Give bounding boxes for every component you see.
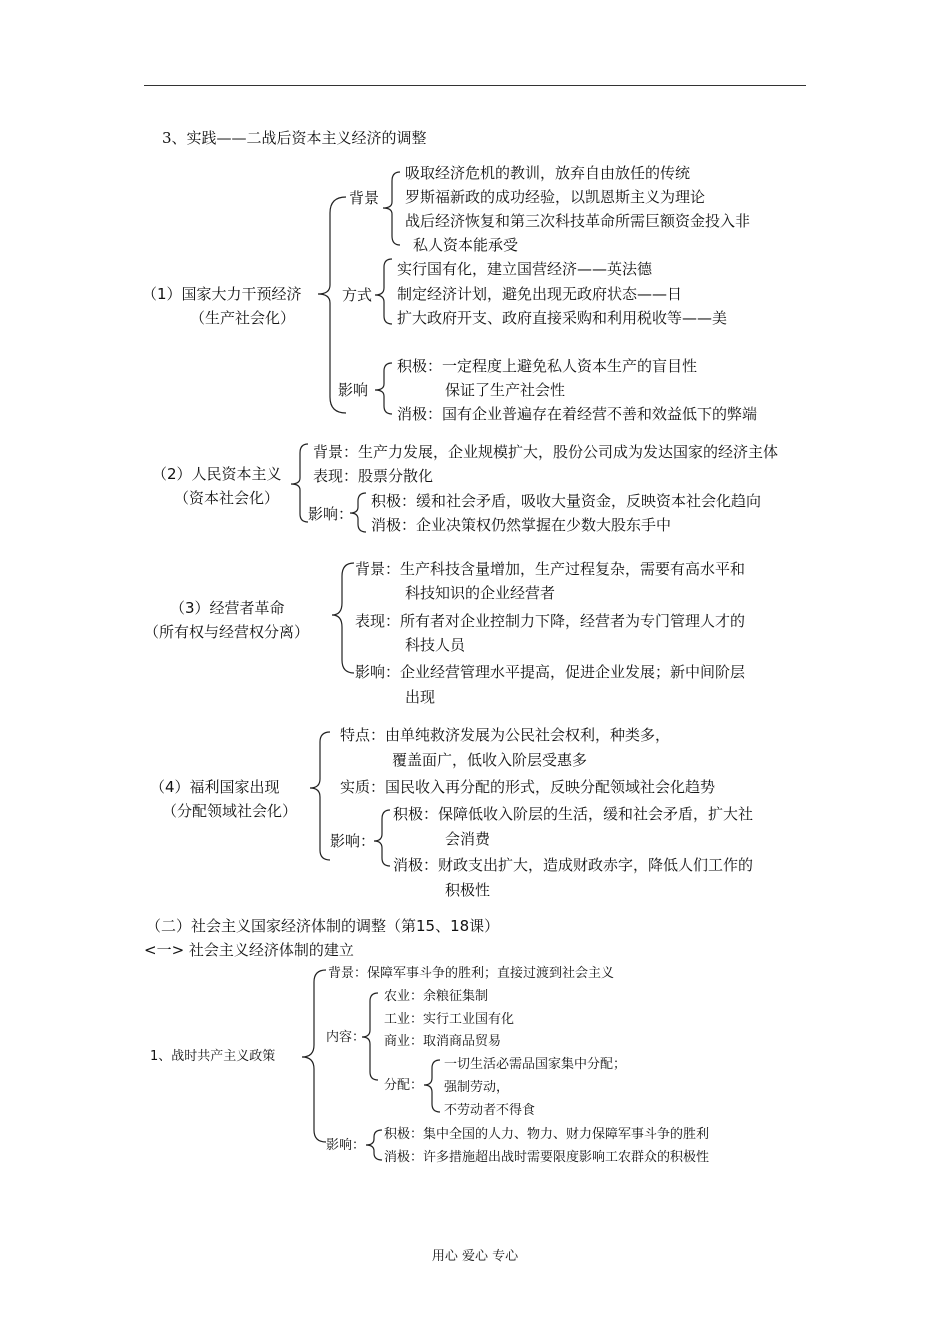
s4-essence: 实质：国民收入再分配的形式，反映分配领域社会化趋势 [340,778,716,796]
s4-negative-cont: 积极性 [445,881,491,899]
s3-impact: 影响：企业经营管理水平提高，促进企业发展；新中间阶层 [355,663,746,681]
s1-subtitle: （生产社会化） [190,309,296,327]
s1-background-line: 罗斯福新政的成功经验，以凯恩斯主义为理论 [405,188,706,206]
s3-subtitle: （所有权与经营权分离） [144,623,310,641]
s2-positive: 积极：缓和社会矛盾，吸收大量资金，反映资本社会化趋向 [371,492,762,510]
brace-wc-main [302,970,326,1142]
wc-agriculture: 农业：余粮征集制 [384,989,489,1004]
s4-impact-label: 影响： [330,832,376,850]
wc-distribution-item: 一切生活必需品国家集中分配； [444,1057,627,1072]
s1-method-line: 制定经济计划，避免出现无政府状态——日 [397,285,683,303]
brace-s3-main [332,563,354,673]
s2-subtitle: （资本社会化） [174,489,280,507]
s3-performance-cont: 科技人员 [405,636,466,654]
wc-impact-label: 影响： [326,1138,366,1153]
brace-s1-impact [375,363,392,414]
page-footer: 用心 爱心 专心 [431,1249,519,1264]
s1-positive-cont: 保证了生产社会性 [445,381,566,399]
s2-negative: 消极：企业决策权仍然掌握在少数大股东手中 [371,516,672,534]
s4-positive-cont: 会消费 [445,830,491,848]
s1-impact-label: 影响 [338,381,369,399]
s1-method-line: 实行国有化，建立国营经济——英法德 [397,260,653,278]
s1-negative: 消极：国有企业普遍存在着经营不善和效益低下的弊端 [397,405,758,423]
s4-feature: 特点：由单纯救济发展为公民社会权利，种类多， [340,726,671,744]
s3-performance: 表现：所有者对企业控制力下降，经营者为专门管理人才的 [355,612,746,630]
s3-background: 背景：生产科技含量增加，生产过程复杂，需要有高水平和 [355,560,746,578]
brace-s2-main [291,444,308,522]
s4-positive: 积极：保障低收入阶层的生活，缓和社会矛盾，扩大社 [393,805,754,823]
brace-wc-distribution [424,1060,440,1112]
s2-impact-label: 影响： [308,505,354,523]
part2-subtitle: <一> 社会主义经济体制的建立 [144,941,354,959]
s1-background-line: 战后经济恢复和第三次科技革命所需巨额资金投入非 [405,212,751,230]
s1-method-line: 扩大政府开支、政府直接采购和利用税收等——美 [397,309,728,327]
brace-s1-methods [375,259,392,324]
brace-s1-background [383,172,400,245]
wc-distribution-item: 不劳动者不得食 [444,1103,536,1118]
brace-s4-main [310,732,330,860]
wc-commerce: 商业：取消商品贸易 [384,1034,502,1049]
section-title: 3、实践——二战后资本主义经济的调整 [162,129,427,147]
wc-background: 背景：保障军事斗争的胜利；直接过渡到社会主义 [328,966,615,981]
s4-negative: 消极：财政支出扩大，造成财政赤字，降低人们工作的 [393,856,754,874]
s3-title: （3）经营者革命 [170,599,285,617]
s3-background-cont: 科技知识的企业经营者 [405,584,556,602]
s4-subtitle: （分配领域社会化） [162,802,298,820]
s2-performance: 表现：股票分散化 [313,467,434,485]
s1-positive: 积极：一定程度上避免私人资本生产的盲目性 [397,357,698,375]
wc-title: 1、战时共产主义政策 [150,1049,276,1064]
brace-s4-impact [374,810,390,866]
part2-title: （二）社会主义国家经济体制的调整（第15、18课） [146,917,500,935]
s1-method-label: 方式 [342,286,373,304]
s1-title: （1）国家大力干预经济 [142,285,302,303]
s3-impact-cont: 出现 [405,688,436,706]
s2-background: 背景：生产力发展，企业规模扩大，股份公司成为发达国家的经济主体 [313,443,779,461]
s1-background-line: 吸取经济危机的教训，放弃自由放任的传统 [405,164,691,182]
s4-feature-cont: 覆盖面广，低收入阶层受惠多 [392,751,588,769]
wc-distribution-item: 强制劳动， [444,1080,510,1095]
s1-background-label: 背景 [349,189,380,207]
wc-content-label: 内容： [326,1030,366,1045]
wc-industry: 工业：实行工业国有化 [384,1012,515,1027]
wc-positive: 积极：集中全国的人力、物力、财力保障军事斗争的胜利 [384,1127,710,1142]
wc-negative: 消极：许多措施超出战时需要限度影响工农群众的积极性 [384,1150,710,1165]
s2-title: （2）人民资本主义 [152,465,282,483]
wc-distribution-label: 分配： [384,1078,424,1093]
s1-background-line: 私人资本能承受 [413,236,519,254]
s4-title: （4）福利国家出现 [150,778,280,796]
brace-wc-impact [366,1130,382,1160]
